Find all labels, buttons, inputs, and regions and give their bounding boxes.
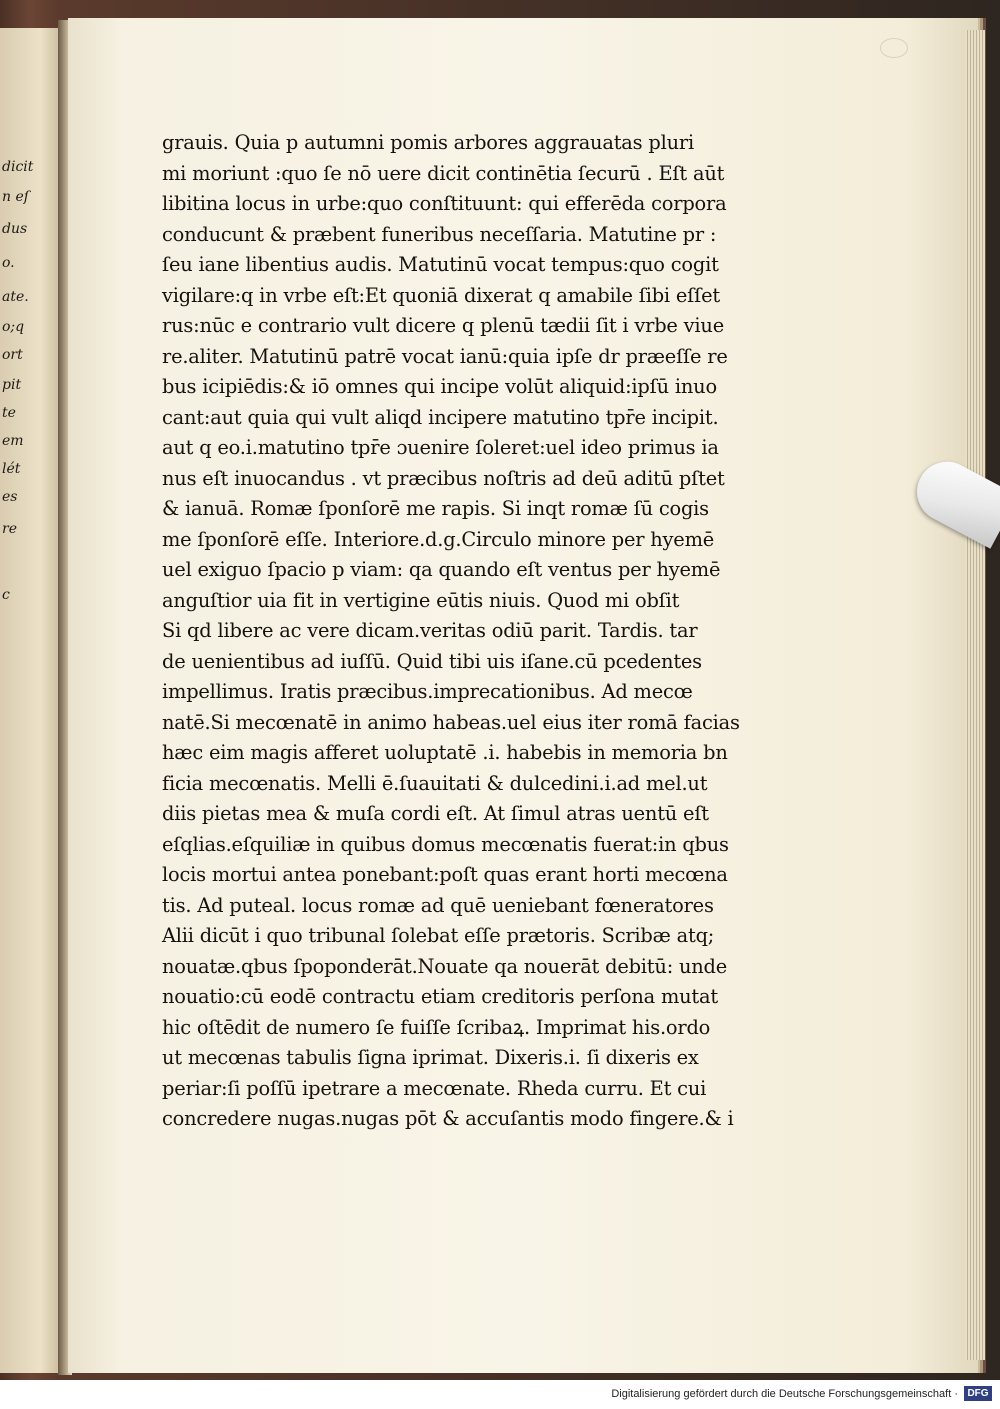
left-margin-fragment: o. [2,255,15,271]
text-line: Alii dicūt i quo tribunal ſolebat eſſe prætoris. Scribæ atq; [162,924,715,947]
text-line: grauis. Quia p autumni pomis arbores aggrauatas pluri [162,131,694,154]
text-line: me ſponſorē eſſe. Interiore.d.g.Circulo minore per hyemē [162,527,715,551]
text-line: & ianuā. Romæ ſponſorē me rapis. Si inqt romæ ſū cogis [162,497,709,520]
text-line: locis mortui antea ponebant:poſt quas erant horti mecœna [162,863,728,886]
text-line: ut mecœnas tabulis ſigna iprimat. Dixeris.i. ſi dixeris ex [162,1046,699,1069]
text-line: bus icipiēdis:& iō omnes qui incipe volūt aliquid:ipſū inuo [162,375,717,398]
text-line: natē.Si mecœnatē in animo habeas.uel eius iter romā facias [162,710,740,734]
text-line: ſeu iane libentius audis. Matutinū vocat tempus:quo cogit [162,253,719,276]
left-margin-fragment: lét [2,461,21,477]
left-margin-fragment: dicit [2,159,34,175]
text-line: diis pietas mea & muſa cordi eſt. At ſimul atras uentū eſt [162,802,709,825]
text-line: uel exiguo ſpacio p viam: qa quando eſt ventus per hyemē [162,558,721,581]
text-line: tis. Ad puteal. locus romæ ad quē ueniebant fœneratores [162,893,714,917]
text-line: vigilare:q in vrbe eſt:Et quoniā dixerat q amabile ſibi eſſet [162,283,720,307]
text-line: concredere nugas.nugas pōt & accuſantis modo fingere.& i [162,1107,734,1130]
text-line: impellimus. Iratis præcibus.imprecationibus. Ad mecœ [162,680,693,703]
dfg-logo: DFG [964,1386,992,1401]
funding-credit: Digitalisierung gefördert durch die Deutsche Forschungsgemeinschaft · [611,1388,958,1400]
text-line: nouatæ.qbus ſpoponderāt.Nouate qa nouerāt debitū: unde [162,954,728,978]
text-line: ficia mecœnatis. Melli ē.ſuauitati & dulcedini.i.ad mel.ut [162,771,708,795]
left-margin-fragment: te [2,405,16,421]
main-text-block [162,128,782,1135]
text-line: hic oſtēdit de numero ſe fuiſſe ſcribaꝝ. Imprimat his.ordo [162,1015,711,1039]
left-margin-fragment: o;q [2,319,25,335]
text-line: conducunt & præbent funeribus neceſſaria. Matutine pr : [162,222,717,246]
left-margin-fragment: em [2,433,24,449]
left-margin-fragment: pit [2,377,22,393]
left-margin-fragment: re [2,521,17,537]
paper-stain [880,38,908,58]
text-line: libitina locus in urbe:quo conſtituunt: qui efferēda corpora [162,192,727,215]
text-line: nus eſt inuocandus . vt præcibus noſtris ad deū aditū pſtet [162,466,725,490]
text-line: anguſtior uia fit in vertigine eūtis niuis. Quod mi obſit [162,588,680,612]
text-line: de uenientibus ad iuſſū. Quid tibi uis iſane.cū pcedentes [162,649,702,673]
footer-bar [0,1380,1000,1409]
text-line: eſqlias.eſquiliæ in quibus domus mecœnatis fuerat:in qbus [162,832,729,856]
text-line: re.aliter. Matutinū patrē vocat ianū:quia ipſe dr præeſſe re [162,344,728,368]
left-page-edge [0,28,60,1373]
text-line: periar:ſi poſſū ipetrare a mecœnate. Rheda curru. Et cui [162,1076,707,1100]
text-line: aut q eo.i.matutino tpr̄e ɔuenire ſoleret:uel ideo primus ia [162,436,719,459]
left-margin-fragment: ort [2,347,23,363]
left-margin-fragment: es [2,489,18,505]
text-line: nouatio:cū eodē contractu etiam creditoris perſona mutat [162,985,718,1008]
text-line: rus:nūc e contrario vult dicere q plenū tædii ſit i vrbe viue [162,314,724,337]
text-line: mi moriunt :quo ſe nō uere dicit continētia ſecurū . Eſt aūt [162,161,725,185]
left-margin-fragment: c [2,587,10,603]
text-line: hæc eim magis afferet uoluptatē .i. habebis in memoria bn [162,741,728,764]
text-line: Si qd libere ac vere dicam.veritas odiū parit. Tardis. tar [162,619,698,642]
page-edges [965,30,985,1360]
text-line: cant:aut quia qui vult aliqd incipere matutino tpr̄e incipit. [162,405,719,429]
left-margin-fragment: dus [2,221,28,237]
left-margin-fragment: n eſ [2,189,29,205]
left-margin-fragment: ate. [2,289,29,305]
